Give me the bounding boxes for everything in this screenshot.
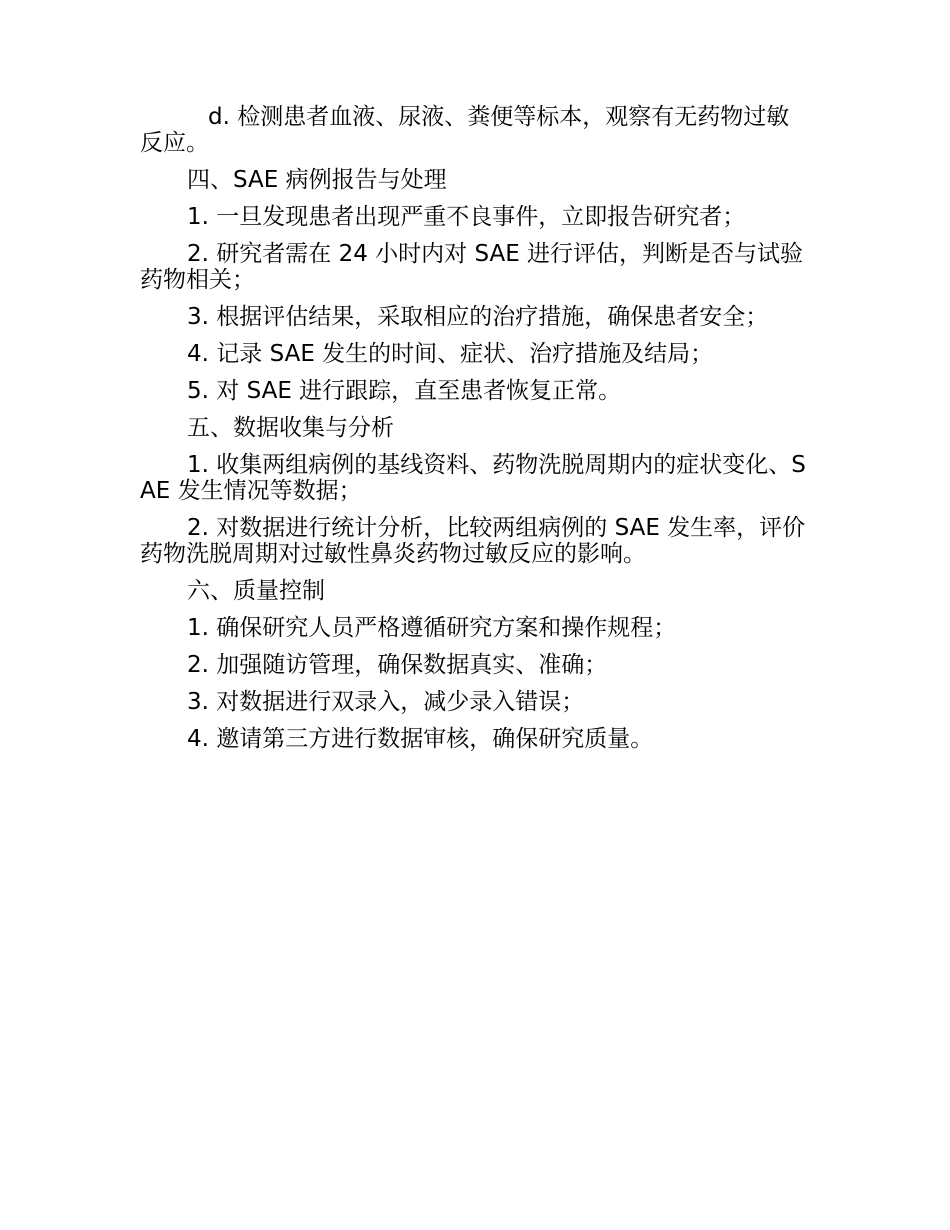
paragraph-sae-2: 2. 研究者需在 24 小时内对 SAE 进行评估，判断是否与试验药物相关； (140, 241, 804, 293)
paragraph-sae-1: 1. 一旦发现患者出现严重不良事件，立即报告研究者； (187, 204, 746, 230)
paragraph-data-2: 2. 对数据进行统计分析，比较两组病例的 SAE 发生率，评价药物洗脱周期对过敏性鼻炎药物过敏反应的影响。 (140, 515, 806, 567)
section-heading-quality-control: 六、质量控制 (187, 578, 325, 604)
paragraph-sae-5: 5. 对 SAE 进行跟踪，直至患者恢复正常。 (187, 378, 622, 404)
paragraph-quality-1: 1. 确保研究人员严格遵循研究方案和操作规程； (187, 615, 677, 641)
section-heading-data-analysis: 五、数据收集与分析 (187, 415, 394, 441)
document-body (140, 104, 810, 763)
paragraph-quality-2: 2. 加强随访管理，确保数据真实、准确； (187, 652, 608, 678)
paragraph-quality-3: 3. 对数据进行双录入，减少录入错误； (187, 689, 585, 715)
paragraph-data-1: 1. 收集两组病例的基线资料、药物洗脱周期内的症状变化、SAE 发生情况等数据； (140, 452, 806, 504)
paragraph-allergy-test: d. 检测患者血液、尿液、粪便等标本，观察有无药物过敏反应。 (140, 104, 790, 156)
paragraph-quality-4: 4. 邀请第三方进行数据审核，确保研究质量。 (187, 726, 654, 752)
section-heading-sae-report: 四、SAE 病例报告与处理 (187, 167, 447, 193)
paragraph-sae-4: 4. 记录 SAE 发生的时间、症状、治疗措施及结局； (187, 341, 714, 367)
paragraph-sae-3: 3. 根据评估结果，采取相应的治疗措施，确保患者安全； (187, 304, 769, 330)
